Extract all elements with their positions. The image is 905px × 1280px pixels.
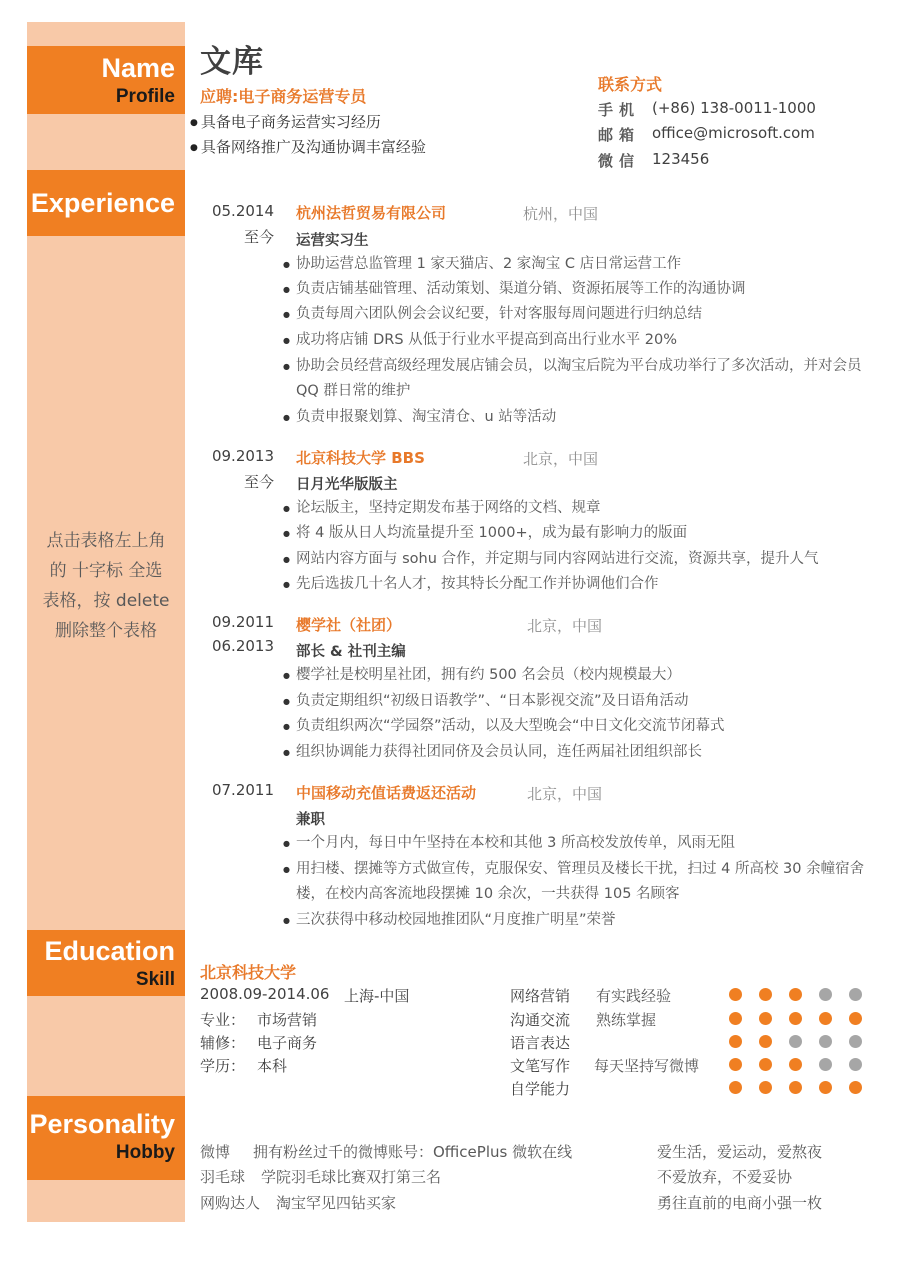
exp-date-start: 07.2011 — [211, 781, 274, 799]
skill-desc: 有实践经验 — [596, 987, 672, 1005]
contact-title: 联系方式 — [598, 75, 663, 94]
exp-role: 日月光华版版主 — [296, 477, 398, 493]
education-label: Education — [44, 936, 175, 966]
skill-dot — [849, 988, 862, 1001]
skill-desc: 熟练掌握 — [596, 1011, 657, 1029]
profile-bullet: ● 具备电子商务运营实习经历 — [190, 111, 381, 132]
exp-role: 兼职 — [296, 812, 325, 828]
edu-minor-label: 辅修： — [200, 1034, 246, 1052]
skill-name: 文笔写作 — [510, 1057, 571, 1075]
skill-dot — [759, 1035, 772, 1048]
exp-item: ● 负责定期组织“初级日语教学”、“日本影视交流”及日语角活动 — [283, 689, 873, 714]
exp-location: 北京，中国 — [523, 450, 599, 468]
skill-dot — [819, 1035, 832, 1048]
skill-dot — [819, 1058, 832, 1071]
exp-item: ● 组织协调能力获得社团同侪及会员认同，连任两届社团组织部长 — [283, 740, 873, 765]
exp-item: ● 成功将店铺 DRS 从低于行业水平提高到高出行业水平 20% — [283, 328, 873, 353]
exp-role: 部长 & 社刊主编 — [296, 644, 406, 660]
skill-dot — [729, 1081, 742, 1094]
skill-rating — [729, 988, 862, 1001]
email-label: 邮箱 — [598, 126, 641, 144]
skill-dot — [849, 1058, 862, 1071]
skill-name: 自学能力 — [510, 1080, 571, 1098]
skill-dot — [819, 1012, 832, 1025]
exp-organization: 杭州法哲贸易有限公司 — [296, 204, 447, 222]
hobby-name: 微博 — [200, 1143, 231, 1161]
skill-dot — [789, 1058, 802, 1071]
section-name-profile — [27, 46, 185, 114]
skill-rating — [729, 1058, 862, 1071]
exp-organization: 樱学社（社团） — [296, 616, 402, 634]
exp-item: ● 负责每周六团队例会会议纪要，针对客服每周问题进行归纳总结 — [283, 302, 873, 327]
email-value: office@microsoft.com — [652, 124, 815, 142]
skill-dot — [729, 988, 742, 1001]
exp-item: ● 用扫楼、摆摊等方式做宣传，克服保安、管理员及楼长干扰，扫过 4 所高校 30 余幢宿舍楼，在校内高客流地段摆摊 10 余次，一共获得 105 名顾客 — [283, 857, 873, 907]
section-education-skill — [27, 930, 185, 996]
note-line: 的 十字标 全选 — [49, 561, 163, 581]
edu-school: 北京科技大学 — [200, 963, 297, 982]
exp-item: ● 将 4 版从日人均流量提升至 1000+，成为最有影响力的版面 — [283, 521, 873, 546]
personality-trait: 不爱放弃，不爱妥协 — [657, 1168, 793, 1186]
exp-organization: 中国移动充值话费返还活动 — [296, 784, 477, 802]
edu-major-label: 专业： — [200, 1011, 246, 1029]
note-line: 删除整个表格 — [55, 621, 157, 641]
skill-name: 网络营销 — [510, 987, 571, 1005]
wechat-label: 微信 — [598, 152, 641, 170]
personality-trait: 勇往直前的电商小强一枚 — [657, 1194, 823, 1212]
exp-date-end: 至今 — [243, 228, 274, 246]
exp-item: ● 负责申报聚划算、淘宝清仓、u 站等活动 — [283, 405, 873, 430]
exp-location: 杭州，中国 — [523, 205, 599, 223]
skill-dot — [789, 1081, 802, 1094]
candidate-name: 文库 — [200, 44, 264, 80]
exp-date-end: 至今 — [243, 473, 274, 491]
skill-dot — [849, 1012, 862, 1025]
phone-label: 手机 — [598, 101, 641, 119]
skill-label: Skill — [135, 969, 175, 990]
skill-name: 沟通交流 — [510, 1011, 571, 1029]
exp-date-start: 09.2011 — [211, 613, 274, 631]
skill-dot — [759, 1081, 772, 1094]
exp-item: ● 负责店铺基础管理、活动策划、渠道分销、资源拓展等工作的沟通协调 — [283, 277, 873, 302]
exp-item: ● 先后选拔几十名人才，按其特长分配工作并协调他们合作 — [283, 572, 873, 597]
skill-dot — [789, 1012, 802, 1025]
skill-rating — [729, 1035, 862, 1048]
exp-location: 北京，中国 — [527, 617, 603, 635]
profile-label: Profile — [115, 86, 175, 107]
applied-position: 应聘:电子商务运营专员 — [200, 87, 367, 106]
personality-trait: 爱生活，爱运动，爱熬夜 — [657, 1143, 823, 1161]
experience-label: Experience — [30, 188, 175, 218]
skill-dot — [759, 1012, 772, 1025]
wechat-value: 123456 — [652, 150, 710, 168]
exp-item: ● 协助运营总监管理 1 家天猫店、2 家淘宝 C 店日常运营工作 — [283, 252, 873, 277]
skill-name: 语言表达 — [510, 1034, 571, 1052]
hobby-desc: 学院羽毛球比赛双打第三名 — [261, 1168, 442, 1186]
skill-rating — [729, 1012, 862, 1025]
exp-item: ● 樱学社是校明星社团，拥有约 500 名会员（校内规模最大） — [283, 663, 873, 688]
skill-dot — [849, 1081, 862, 1094]
exp-date-start: 05.2014 — [211, 202, 274, 220]
skill-desc: 每天坚持写微博 — [594, 1057, 700, 1075]
exp-date-end: 06.2013 — [211, 637, 274, 655]
exp-item: ● 论坛版主，坚持定期发布基于网络的文档、规章 — [283, 496, 873, 521]
exp-item: ● 网站内容方面与 sohu 合作，并定期与同内容网站进行交流，资源共享，提升人气 — [283, 547, 873, 572]
personality-label: Personality — [29, 1109, 175, 1139]
hobby-label: Hobby — [115, 1142, 175, 1163]
skill-dot — [819, 1081, 832, 1094]
exp-item: ● 负责组织两次“学园祭”活动，以及大型晚会“中日文化交流节闭幕式 — [283, 714, 873, 739]
profile-bullet: ● 具备网络推广及沟通协调丰富经验 — [190, 136, 426, 157]
exp-location: 北京，中国 — [527, 785, 603, 803]
edu-major: 市场营销 — [257, 1011, 318, 1029]
skill-dot — [759, 988, 772, 1001]
edu-minor: 电子商务 — [257, 1034, 318, 1052]
skill-dot — [759, 1058, 772, 1071]
name-label: Name — [101, 53, 175, 83]
exp-item: ● 一个月内，每日中午坚持在本校和其他 3 所高校发放传单，风雨无阻 — [283, 831, 873, 856]
hobby-name: 网购达人 — [200, 1194, 261, 1212]
skill-dot — [849, 1035, 862, 1048]
sidebar-note — [35, 526, 177, 646]
edu-degree: 本科 — [257, 1057, 288, 1075]
hobby-name: 羽毛球 — [200, 1168, 246, 1186]
edu-place: 上海-中国 — [344, 987, 410, 1005]
hobby-desc: 拥有粉丝过千的微博账号：OfficePlus 微软在线 — [253, 1143, 573, 1161]
skill-dot — [729, 1012, 742, 1025]
edu-period: 2008.09-2014.06 — [200, 985, 330, 1003]
edu-degree-label: 学历： — [200, 1057, 246, 1075]
exp-role: 运营实习生 — [296, 233, 369, 249]
skill-dot — [819, 988, 832, 1001]
skill-dot — [729, 1035, 742, 1048]
note-line: 点击表格左上角 — [46, 531, 166, 551]
hobby-desc: 淘宝罕见四钻买家 — [276, 1194, 397, 1212]
skill-dot — [789, 1035, 802, 1048]
exp-item: ● 三次获得中移动校园地推团队“月度推广明星”荣誉 — [283, 908, 873, 933]
phone-value: (+86) 138-0011-1000 — [652, 99, 816, 117]
skill-rating — [729, 1081, 862, 1094]
skill-dot — [729, 1058, 742, 1071]
note-line: 表格，按 delete — [42, 591, 170, 611]
section-personality-hobby — [27, 1096, 185, 1180]
skill-dot — [789, 988, 802, 1001]
exp-item: ● 协助会员经营高级经理发展店铺会员，以淘宝后院为平台成功举行了多次活动，并对会员 QQ 群日常的维护 — [283, 354, 873, 404]
section-experience — [27, 170, 185, 236]
exp-organization: 北京科技大学 BBS — [296, 449, 425, 467]
exp-date-start: 09.2013 — [211, 447, 274, 465]
